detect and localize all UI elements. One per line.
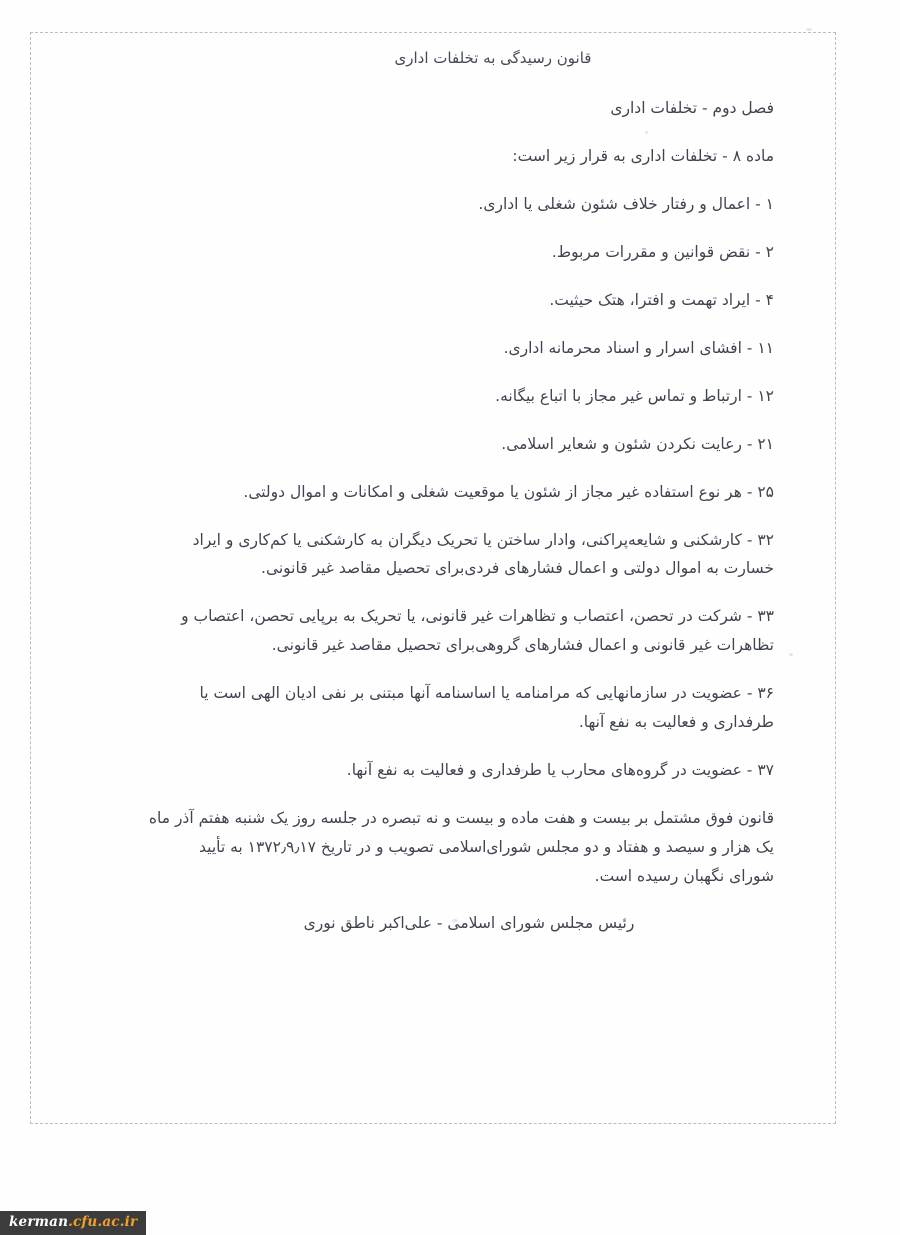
- list-item: ۲۵ - هر نوع استفاده غیر مجاز از شئون یا موقعیت شغلی و امکانات و اموال دولتی.: [243, 482, 774, 501]
- chapter-heading: فصل دوم - تخلفات اداری: [610, 99, 774, 118]
- signature-line: رئیس مجلس شورای اسلامی - علی‌اکبر ناطق نوری: [303, 913, 635, 932]
- list-item: ۳۲ - کارشکنی و شایعه‌پراکنی، وادار ساختن یا تحریک دیگران به کارشکنی یا کم‌کاری و ایراد: [192, 530, 774, 549]
- list-item: ۳۷ - عضویت در گروه‌های محارب یا طرفداری و فعالیت به نفع آنها.: [346, 761, 774, 780]
- list-item-continuation: تظاهرات غیر قانونی و اعمال فشارهای گروهی‌برای تحصیل مقاصد غیر قانونی.: [271, 636, 774, 655]
- closing-paragraph-line: شورای نگهبان رسیده است.: [594, 866, 774, 885]
- list-item: ۱۱ - افشای اسرار و اسناد محرمانه اداری.: [503, 338, 774, 357]
- article-intro: ماده ۸ - تخلفات اداری به قرار زیر است:: [512, 147, 774, 166]
- scan-speck: [806, 28, 812, 31]
- list-item: ۲ - نقض قوانین و مقررات مربوط.: [551, 243, 774, 262]
- watermark-secondary-text: .cfu.ac.ir: [68, 1213, 138, 1230]
- closing-paragraph-line: قانون فوق مشتمل بر بیست و هفت ماده و بیست و نه تبصره در جلسه روز یک شنبه هفتم آذر ماه: [148, 809, 774, 827]
- closing-paragraph-line: یک هزار و سیصد و هفتاد و دو مجلس شورای‌اسلامی تصویب و در تاریخ ۱۳۷۲٫۹٫۱۷ به تأیید: [199, 837, 774, 856]
- list-item: ۲۱ - رعایت نکردن شئون و شعایر اسلامی.: [501, 434, 774, 453]
- site-watermark: [0, 1211, 146, 1235]
- page-title: قانون رسیدگی به تخلفات اداری: [394, 49, 592, 67]
- list-item: ۳۶ - عضویت در سازمانهایی که مرامنامه یا اساسنامه آنها مبتنی بر نفی ادیان الهی است یا: [199, 684, 774, 703]
- list-item-continuation: طرفداری و فعالیت به نفع آنها.: [578, 713, 774, 732]
- list-item-continuation: خسارت به اموال دولتی و اعمال فشارهای فردی‌برای تحصیل مقاصد غیر قانونی.: [261, 559, 774, 578]
- list-item: ۱۲ - ارتباط و تماس غیر مجاز با اتباع بیگانه.: [495, 386, 774, 405]
- document-text-body: [30, 32, 836, 1124]
- list-item: ۳۳ - شرکت در تحصن، اعتصاب و تظاهرات غیر قانونی، یا تحریک به برپایی تحصن، اعتصاب و: [181, 607, 774, 626]
- list-item: ۴ - ایراد تهمت و افترا، هتک حیثیت.: [549, 290, 774, 309]
- watermark-primary-text: kerman: [9, 1213, 69, 1230]
- list-item: ۱ - اعمال و رفتار خلاف شئون شغلی یا اداری.: [478, 195, 774, 214]
